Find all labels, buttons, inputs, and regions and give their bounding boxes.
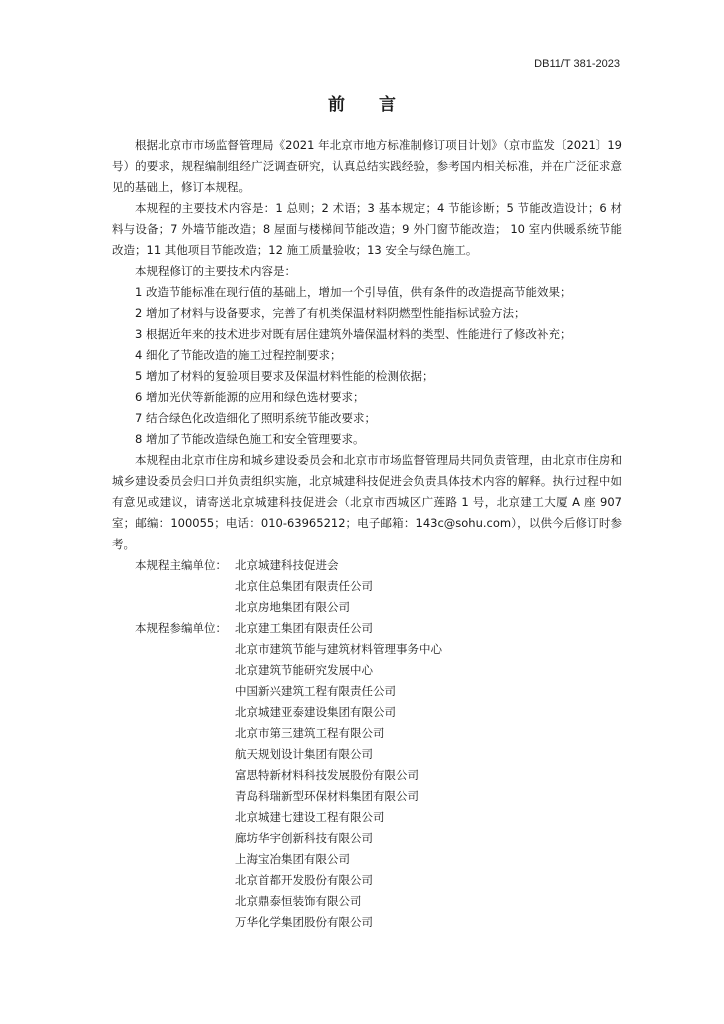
participating-units-block [112,618,622,933]
unit-name: 富思特新材料科技发展股份有限公司 [235,768,419,782]
unit-name: 北京城建七建设工程有限公司 [235,810,385,824]
revision-item: 5 增加了材料的复验项目要求及保温材料性能的检测依据； [135,369,434,383]
unit-name: 航天规划设计集团有限公司 [235,747,373,761]
unit-row [112,849,622,870]
paragraph-main-contents: 本规程的主要技术内容是：1 总则；2 术语；3 基本规定；4 节能诊断；5 节能改造设计；6 材料与设备；7 外墙节能改造；8 屋面与楼梯间节能改造；9 外门窗节能改造； 10 室内供暖系统节能改造；11 其他项目节能改造；12 施工质量验收；13 安全与绿色施工。 [112,201,622,257]
unit-name: 北京房地集团有限公司 [235,600,350,614]
unit-name: 青岛科瑞新型环保材料集团有限公司 [235,789,419,803]
unit-row [112,828,622,849]
unit-name: 北京首都开发股份有限公司 [235,873,373,887]
revision-item: 3 根据近年来的技术进步对既有居住建筑外墙保温材料的类型、性能进行了修改补充； [135,327,572,341]
participating-units-label: 本规程参编单位： [135,621,227,635]
document-code: DB11/T 381-2023 [534,58,620,70]
unit-row [112,765,622,786]
paragraph-revision-intro: 本规程修订的主要技术内容是： [135,264,296,278]
unit-name: 北京城建科技促进会 [235,558,339,572]
unit-row [112,597,622,618]
unit-row [112,912,622,933]
revision-item: 1 改造节能标准在现行值的基础上，增加一个引导值，供有条件的改造提高节能效果； [135,285,572,299]
unit-row [112,618,622,639]
unit-name: 北京城建亚泰建设集团有限公司 [235,705,396,719]
unit-name: 北京建筑节能研究发展中心 [235,663,373,677]
unit-name: 北京市第三建筑工程有限公司 [235,726,385,740]
unit-name: 北京鼎泰恒装饰有限公司 [235,894,362,908]
unit-name: 北京建工集团有限责任公司 [235,621,373,635]
revision-item: 4 细化了节能改造的施工过程控制要求； [135,348,342,362]
unit-row [112,639,622,660]
unit-row [112,870,622,891]
unit-name: 北京市建筑节能与建筑材料管理事务中心 [235,642,442,656]
revision-item: 7 结合绿色化改造细化了照明系统节能改要求； [135,411,376,425]
unit-row [112,744,622,765]
paragraph-background: 根据北京市市场监督管理局《2021 年北京市地方标准制修订项目计划》（京市监发〔2021〕19 号）的要求，规程编制组经广泛调查研究，认真总结实践经验，参考国内相关标准，并在广泛征求意见的基础上，修订本规程。 [112,138,622,194]
document-body [112,135,622,933]
unit-row [112,891,622,912]
unit-row [112,660,622,681]
unit-row [112,807,622,828]
paragraph-management: 本规程由北京市住房和城乡建设委员会和北京市市场监督管理局共同负责管理，由北京市住房和城乡建设委员会归口并负责组织实施，北京城建科技促进会负责具体技术内容的解释。执行过程中如有意见或建议，请寄送北京城建科技促进会（北京市西城区广莲路 1 号，北京建工大厦 A 座 907 室；邮编：100055；电话：010-63965212；电子邮箱：143c@sohu.com），以供今后修订时参考。 [112,453,622,551]
unit-row [112,723,622,744]
page-title: 前言 [328,95,430,115]
revision-item: 2 增加了材料与设备要求，完善了有机类保温材料阴燃型性能指标试验方法； [135,306,526,320]
chief-units-block [112,555,622,618]
revision-item: 6 增加光伏等新能源的应用和绿色选材要求； [135,390,365,404]
chief-units-label: 本规程主编单位： [135,558,227,572]
revision-item: 8 增加了节能改造绿色施工和安全管理要求。 [135,432,365,446]
unit-row [112,576,622,597]
unit-name: 中国新兴建筑工程有限责任公司 [235,684,396,698]
unit-name: 北京住总集团有限责任公司 [235,579,373,593]
unit-row [112,702,622,723]
unit-name: 廊坊华宇创新科技有限公司 [235,831,373,845]
unit-row [112,786,622,807]
unit-name: 万华化学集团股份有限公司 [235,915,373,929]
unit-row [112,681,622,702]
unit-row [112,555,622,576]
unit-name: 上海宝冶集团有限公司 [235,852,350,866]
